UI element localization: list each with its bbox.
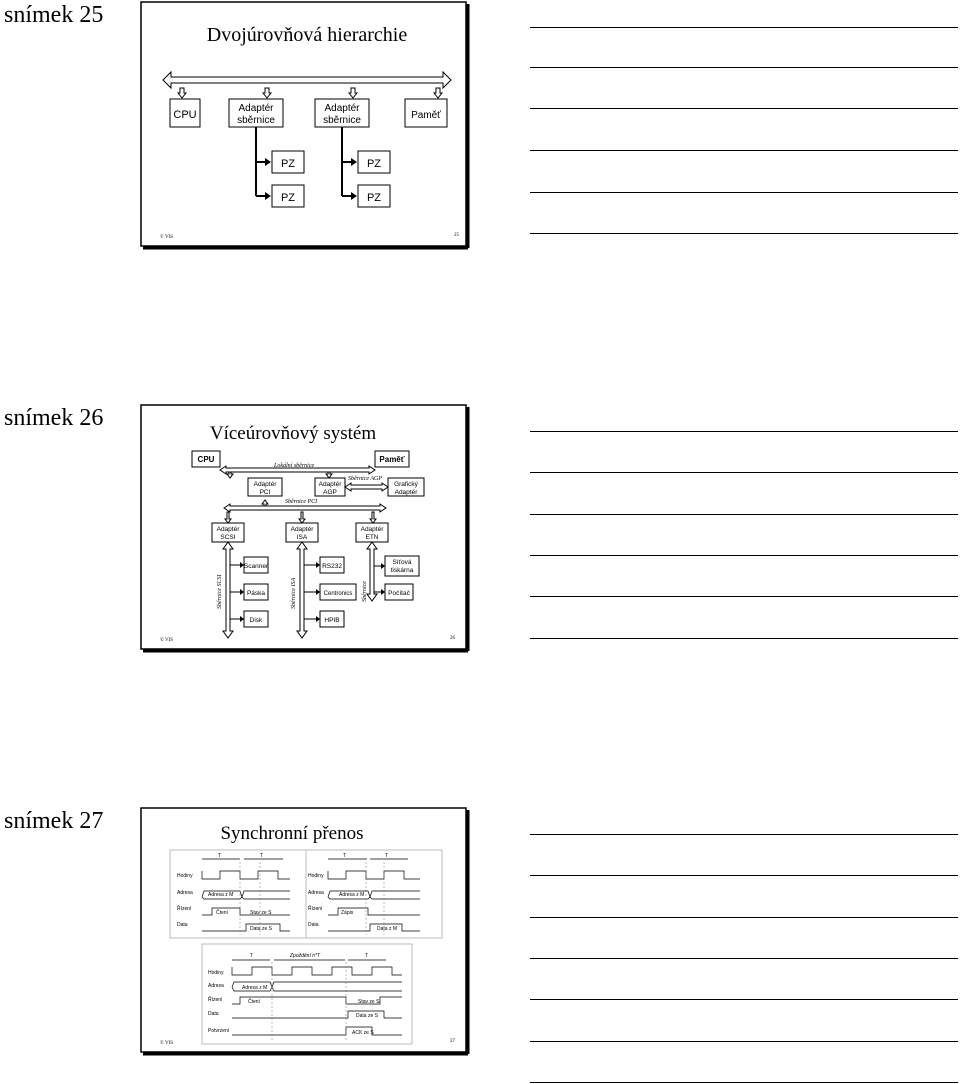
- bus-label-isa: Sběrnice ISA: [291, 577, 297, 609]
- cpu-box: CPU: [173, 109, 197, 121]
- timing-T: T: [250, 953, 254, 959]
- scsi-box-line1: Adaptér: [216, 526, 240, 533]
- timing-T: T: [365, 953, 369, 959]
- etn-box-line1: Adaptér: [360, 526, 384, 533]
- printer-box-line2: tiskárna: [390, 567, 414, 574]
- slide-27: [140, 807, 470, 1057]
- adapter-box-1-line1: Adaptér: [238, 103, 274, 114]
- signal-control: Řízení: [177, 906, 192, 912]
- slide-caption-26: snímek 26: [4, 405, 104, 431]
- signal-data: Data: [208, 1011, 219, 1017]
- signal-control: Řízení: [208, 997, 223, 1003]
- pci-box-line2: PCI: [259, 489, 271, 496]
- pz-box: PZ: [280, 192, 296, 204]
- slide-26: [140, 404, 470, 654]
- timing-T: T: [385, 853, 389, 859]
- adapter-box-2-line2: sběrnice: [323, 115, 361, 126]
- slide-title: Synchronní přenos: [220, 823, 364, 844]
- adapter-box-2-line1: Adaptér: [324, 103, 360, 114]
- data-m-label: Data z M: [377, 926, 398, 932]
- memory-box: Paměť: [379, 455, 405, 464]
- state-label: Stav ze S: [358, 999, 380, 1005]
- read-label: Čtení: [248, 999, 260, 1005]
- addr-label: Adresa z M: [208, 892, 234, 898]
- isa-box-line2: ISA: [296, 534, 308, 541]
- bus-label-etn: Sběrnice: [362, 581, 368, 602]
- scsi-box-line2: SCSI: [220, 534, 236, 541]
- signal-address: Adresa: [208, 983, 224, 989]
- bus-label-agp: Sběrnice AGP: [348, 476, 383, 482]
- cpu-box: CPU: [197, 455, 215, 464]
- data-s-label: Data ze S: [250, 926, 272, 932]
- printer-box-line1: Síťová: [392, 559, 412, 566]
- timing-T: T: [218, 853, 222, 859]
- slide-25: [140, 0, 470, 250]
- computer-box: Počítač: [388, 590, 410, 597]
- read-label: Čtení: [216, 910, 228, 916]
- rs232-box: RS232: [322, 563, 342, 570]
- timing-wait: Zpoždění n*T: [290, 953, 321, 959]
- graphic-box-line2: Adaptér: [394, 489, 418, 496]
- addr-label: Adresa z M: [339, 892, 365, 898]
- footer-right: 27: [450, 1039, 455, 1044]
- pci-box-line1: Adaptér: [253, 481, 277, 488]
- footer-right: 25: [454, 233, 459, 238]
- write-label: Zápis: [341, 910, 354, 916]
- signal-data: Data: [308, 922, 319, 928]
- agp-box-line2: AGP: [323, 489, 337, 496]
- signal-address: Adresa: [177, 890, 193, 896]
- isa-box-line1: Adaptér: [290, 526, 314, 533]
- addr-label: Adresa z M: [242, 985, 268, 991]
- footer-left: © VIS: [160, 1041, 174, 1046]
- graphic-box-line1: Grafický: [394, 481, 418, 488]
- footer-right: 26: [450, 636, 455, 641]
- adapter-box-1-line2: sběrnice: [237, 115, 275, 126]
- memory-box: Paměť: [411, 110, 441, 121]
- disk-box: Disk: [249, 617, 263, 624]
- etn-box-line2: ETN: [365, 534, 379, 541]
- footer-left: © VIS: [160, 235, 174, 240]
- timing-T: T: [343, 853, 347, 859]
- bus-label-scsi: Sběrnice SCSI: [217, 574, 223, 609]
- pz-box: PZ: [366, 192, 382, 204]
- state-label: Stav ze S: [250, 910, 272, 916]
- hpib-box: HPIB: [324, 617, 340, 624]
- signal-clock: Hodiny: [208, 970, 224, 976]
- signal-data: Data: [177, 922, 188, 928]
- slide-title: Víceúrovňový systém: [209, 423, 377, 444]
- tape-box: Páska: [246, 590, 266, 597]
- signal-clock: Hodiny: [308, 873, 324, 879]
- slide-caption-27: snímek 27: [4, 808, 104, 834]
- slide-caption-25: snímek 25: [4, 2, 104, 28]
- bus-label-pci: Sběrnice PCI: [285, 499, 318, 505]
- signal-control: Řízení: [308, 906, 323, 912]
- signal-address: Adresa: [308, 890, 324, 896]
- footer-left: © VIS: [160, 638, 174, 643]
- ack-label: ACK ze S: [352, 1030, 374, 1036]
- timing-T: T: [260, 853, 264, 859]
- signal-clock: Hodiny: [177, 873, 193, 879]
- pz-box: PZ: [280, 158, 296, 170]
- agp-box-line1: Adaptér: [318, 481, 342, 488]
- pz-box: PZ: [366, 158, 382, 170]
- bus-label-local: Lokální sběrnice: [274, 463, 315, 469]
- centronics-box: Centronics: [323, 591, 353, 597]
- scanner-box: Scanner: [243, 563, 269, 570]
- data-s-label: Data ze S: [356, 1013, 378, 1019]
- slide-title: Dvojúrovňová hierarchie: [206, 24, 408, 46]
- signal-confirm: Potvrzení: [208, 1028, 230, 1034]
